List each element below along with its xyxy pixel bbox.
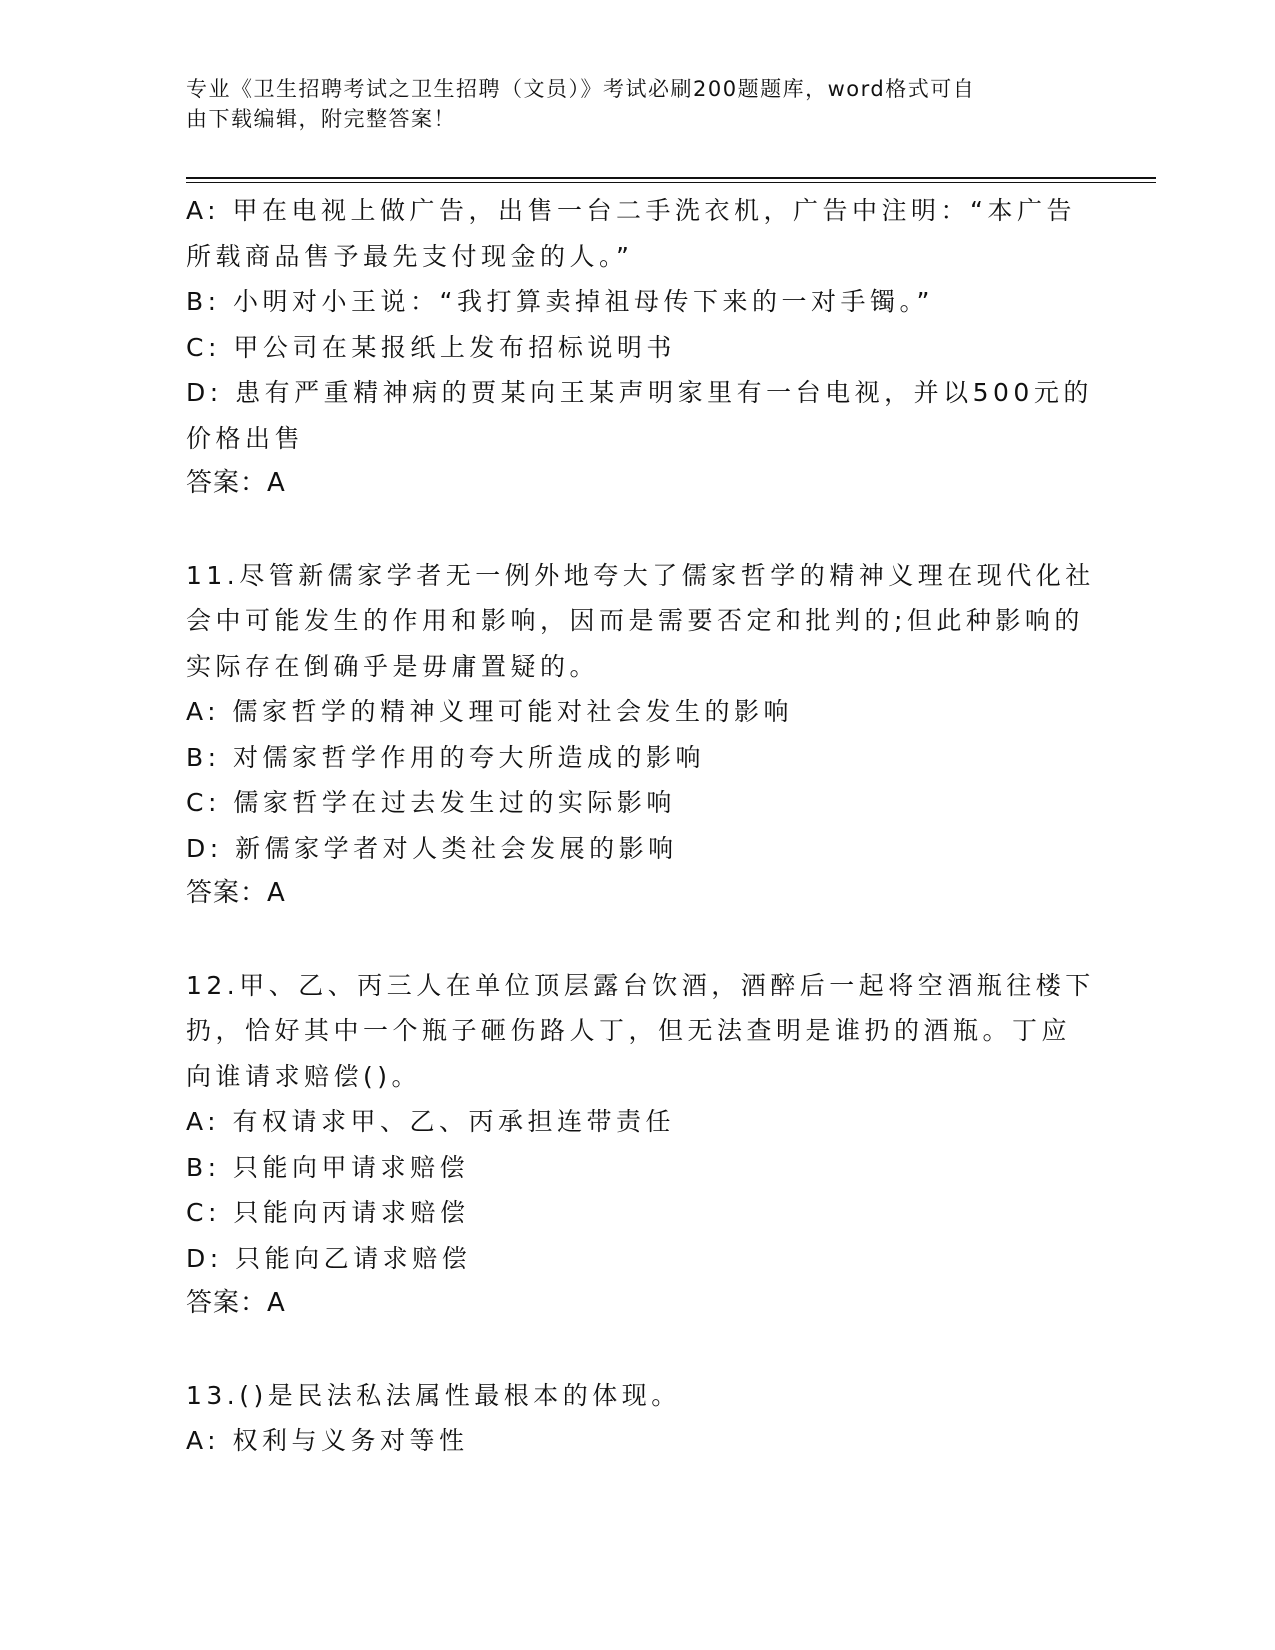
document-header: [186, 74, 1066, 134]
question-13-block: [186, 1373, 1086, 1464]
question-stem-line-3: 向谁请求赔偿()。: [186, 1061, 422, 1091]
answer: 答案：A: [186, 1288, 286, 1318]
question-10-block: [186, 188, 1093, 507]
spacer: [186, 507, 1086, 553]
spacer: [186, 917, 1086, 963]
option-a: A: 权利与义务对等性: [186, 1426, 469, 1455]
header-line-1: 专业《卫生招聘考试之卫生招聘（文员）》考试必刷200题题库，word格式可自: [186, 77, 976, 101]
header-line-2: 由下载编辑，附完整答案！: [186, 107, 456, 131]
option-a: A: 有权请求甲、乙、丙承担连带责任: [186, 1107, 676, 1136]
question-stem-line-1: 11.尽管新儒家学者无一例外地夸大了儒家哲学的精神义理在现代化社: [186, 560, 1095, 590]
question-stem-line-3: 实际存在倒确乎是毋庸置疑的。: [186, 651, 600, 681]
header-divider-thin: [186, 182, 1156, 183]
question-11-block: [186, 553, 1095, 917]
question-stem-line-1: 13.()是民法私法属性最根本的体现。: [186, 1380, 681, 1410]
option-b: B: 只能向甲请求赔偿: [186, 1152, 470, 1182]
option-d-line-2: 价格出售: [186, 423, 305, 453]
header-divider-thick: [186, 177, 1156, 179]
option-a-line-1: A: 甲在电视上做广告，出售一台二手洗衣机，广告中注明：“本广告: [186, 196, 1076, 225]
question-stem-line-2: 扔，恰好其中一个瓶子砸伤路人丁，但无法查明是谁扔的酒瓶。丁应: [186, 1016, 1072, 1045]
option-d: D: 只能向乙请求赔偿: [186, 1243, 472, 1273]
option-b: B: 对儒家哲学作用的夸大所造成的影响: [186, 742, 706, 772]
document-body: [186, 188, 1095, 1464]
option-d: D: 新儒家学者对人类社会发展的影响: [186, 833, 678, 863]
answer: 答案：A: [186, 468, 286, 498]
option-c: C: 儒家哲学在过去发生过的实际影响: [186, 788, 676, 817]
question-stem-line-2: 会中可能发生的作用和影响，因而是需要否定和批判的;但此种影响的: [186, 606, 1084, 635]
question-12-block: [186, 963, 1095, 1327]
option-b: B: 小明对小王说：“我打算卖掉祖母传下来的一对手镯。”: [186, 287, 934, 316]
option-a: A: 儒家哲学的精神义理可能对社会发生的影响: [186, 697, 794, 726]
option-c: C: 只能向丙请求赔偿: [186, 1198, 470, 1227]
option-c: C: 甲公司在某报纸上发布招标说明书: [186, 332, 676, 362]
option-d-line-1: D: 患有严重精神病的贾某向王某声明家里有一台电视，并以500元的: [186, 378, 1093, 407]
option-a-line-2: 所载商品售予最先支付现金的人。”: [186, 241, 634, 271]
question-stem-line-1: 12.甲、乙、丙三人在单位顶层露台饮酒，酒醉后一起将空酒瓶往楼下: [186, 970, 1095, 1000]
spacer: [186, 1327, 1086, 1373]
answer: 答案：A: [186, 878, 286, 908]
